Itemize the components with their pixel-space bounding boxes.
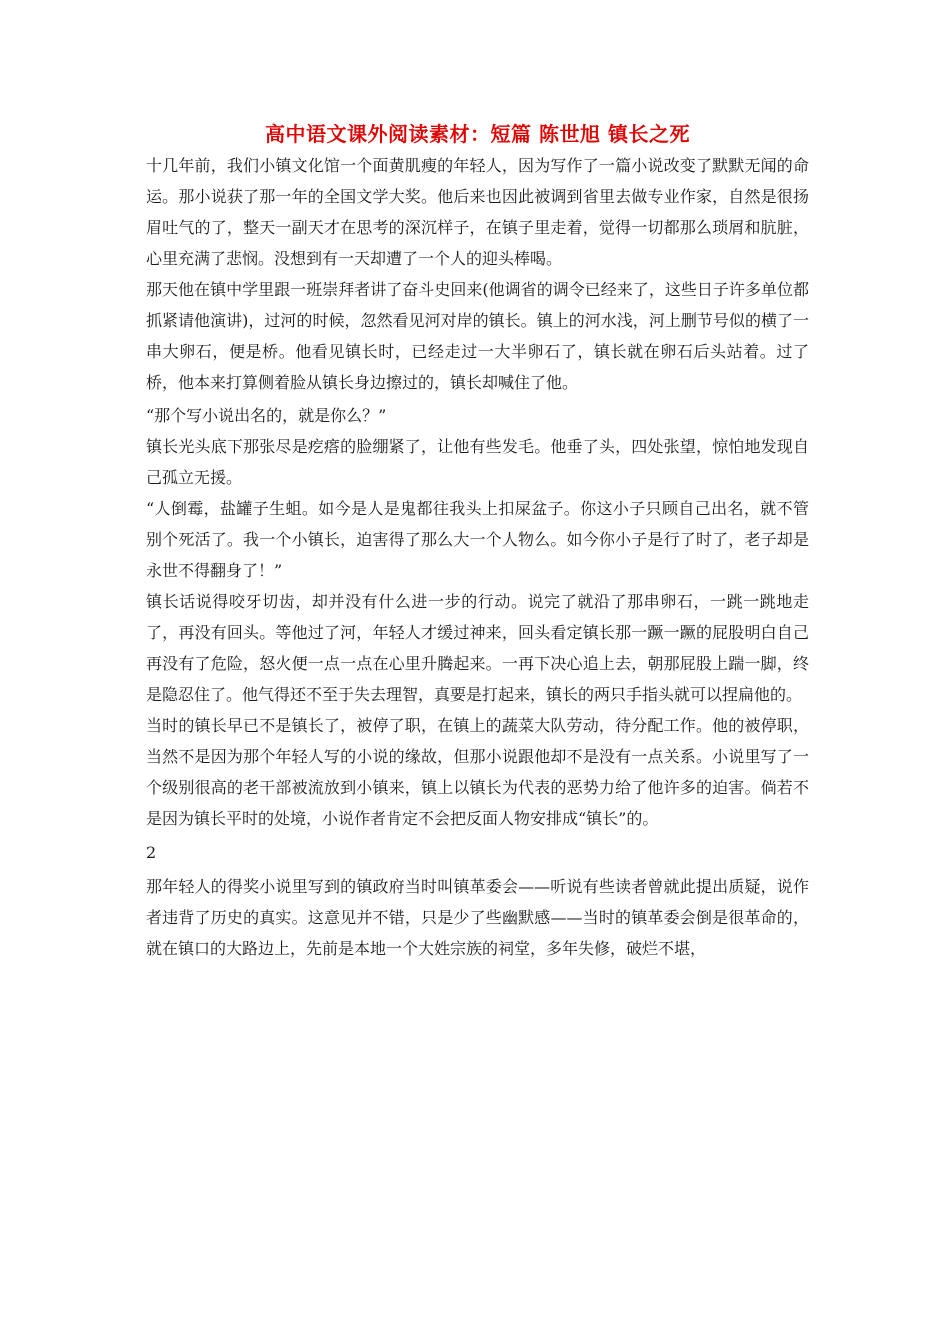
paragraph-1: 十几年前，我们小镇文化馆一个面黄肌瘦的年轻人，因为写作了一篇小说改变了默默无闻的命运。那小说获了那一年的全国文学大奖。他后来也因此被调到省里去做专业作家，自然是很扬眉吐气的了，整天一副天才在思考的深沉样子，在镇子里走着，觉得一切都那么琐屑和肮脏，心里充满了悲悯。没想到有一天却遭了一个人的迎头棒喝。 <box>146 156 809 268</box>
paragraph-3: “那个写小说出名的，就是你么？” <box>146 406 387 425</box>
document-page <box>146 118 809 964</box>
paragraph-7: 当时的镇长早已不是镇长了，被停了职，在镇上的蔬菜大队劳动，待分配工作。他的被停职，当然不是因为那个年轻人写的小说的缘故，但那小说跟他却不是没有一点关系。小说里写了一个级别很高的老干部被流放到小镇来，镇上以镇长为代表的恶势力给了他许多的迫害。倘若不是因为镇长平时的处境，小说作者肯定不会把反面人物安排成“镇长”的。 <box>146 716 809 828</box>
paragraph-2: 那天他在镇中学里跟一班崇拜者讲了奋斗史回来(他调省的调令已经来了，这些日子许多单位都抓紧请他演讲)，过河的时候，忽然看见河对岸的镇长。镇上的河水浅，河上删节号似的横了一串大卵石，便是桥。他看见镇长时，已经走过一大半卵石了，镇长就在卵石后头站着。过了桥，他本来打算侧着脸从镇长身边擦过的，镇长却喊住了他。 <box>146 280 809 392</box>
document-title: 高中语文课外阅读素材：短篇 陈世旭 镇长之死 <box>265 122 690 146</box>
paragraph-4: 镇长光头底下那张尽是疙瘩的脸绷紧了，让他有些发毛。他垂了头，四处张望，惊怕地发现自己孤立无援。 <box>146 437 809 487</box>
paragraph-6: 镇长话说得咬牙切齿，却并没有什么进一步的行动。说完了就沿了那串卵石，一跳一跳地走了，再没有回头。等他过了河，年轻人才缓过神来，回头看定镇长那一蹶一蹶的屁股明白自己再没有了危险，怒火便一点一点在心里升腾起来。一再下决心追上去，朝那屁股上踹一脚，终是隐忍住了。他气得还不至于失去理智，真要是打起来，镇长的两只手指头就可以捏扁他的。 <box>146 592 809 704</box>
paragraph-8: 那年轻人的得奖小说里写到的镇政府当时叫镇革委会——听说有些读者曾就此提出质疑，说作者违背了历史的真实。这意见并不错，只是少了些幽默感——当时的镇革委会倒是很革命的，就在镇口的大路边上，先前是本地一个大姓宗族的祠堂，多年失修，破烂不堪， <box>146 877 809 958</box>
section-number: 2 <box>146 843 157 862</box>
paragraph-5: “人倒霉，盐罐子生蛆。如今是人是鬼都往我头上扣屎盆子。你这小子只顾自己出名，就不管别个死活了。我一个小镇长，迫害得了那么大一个人物么。如今你小子是行了时了，老子却是永世不得翻身了！” <box>146 499 809 580</box>
